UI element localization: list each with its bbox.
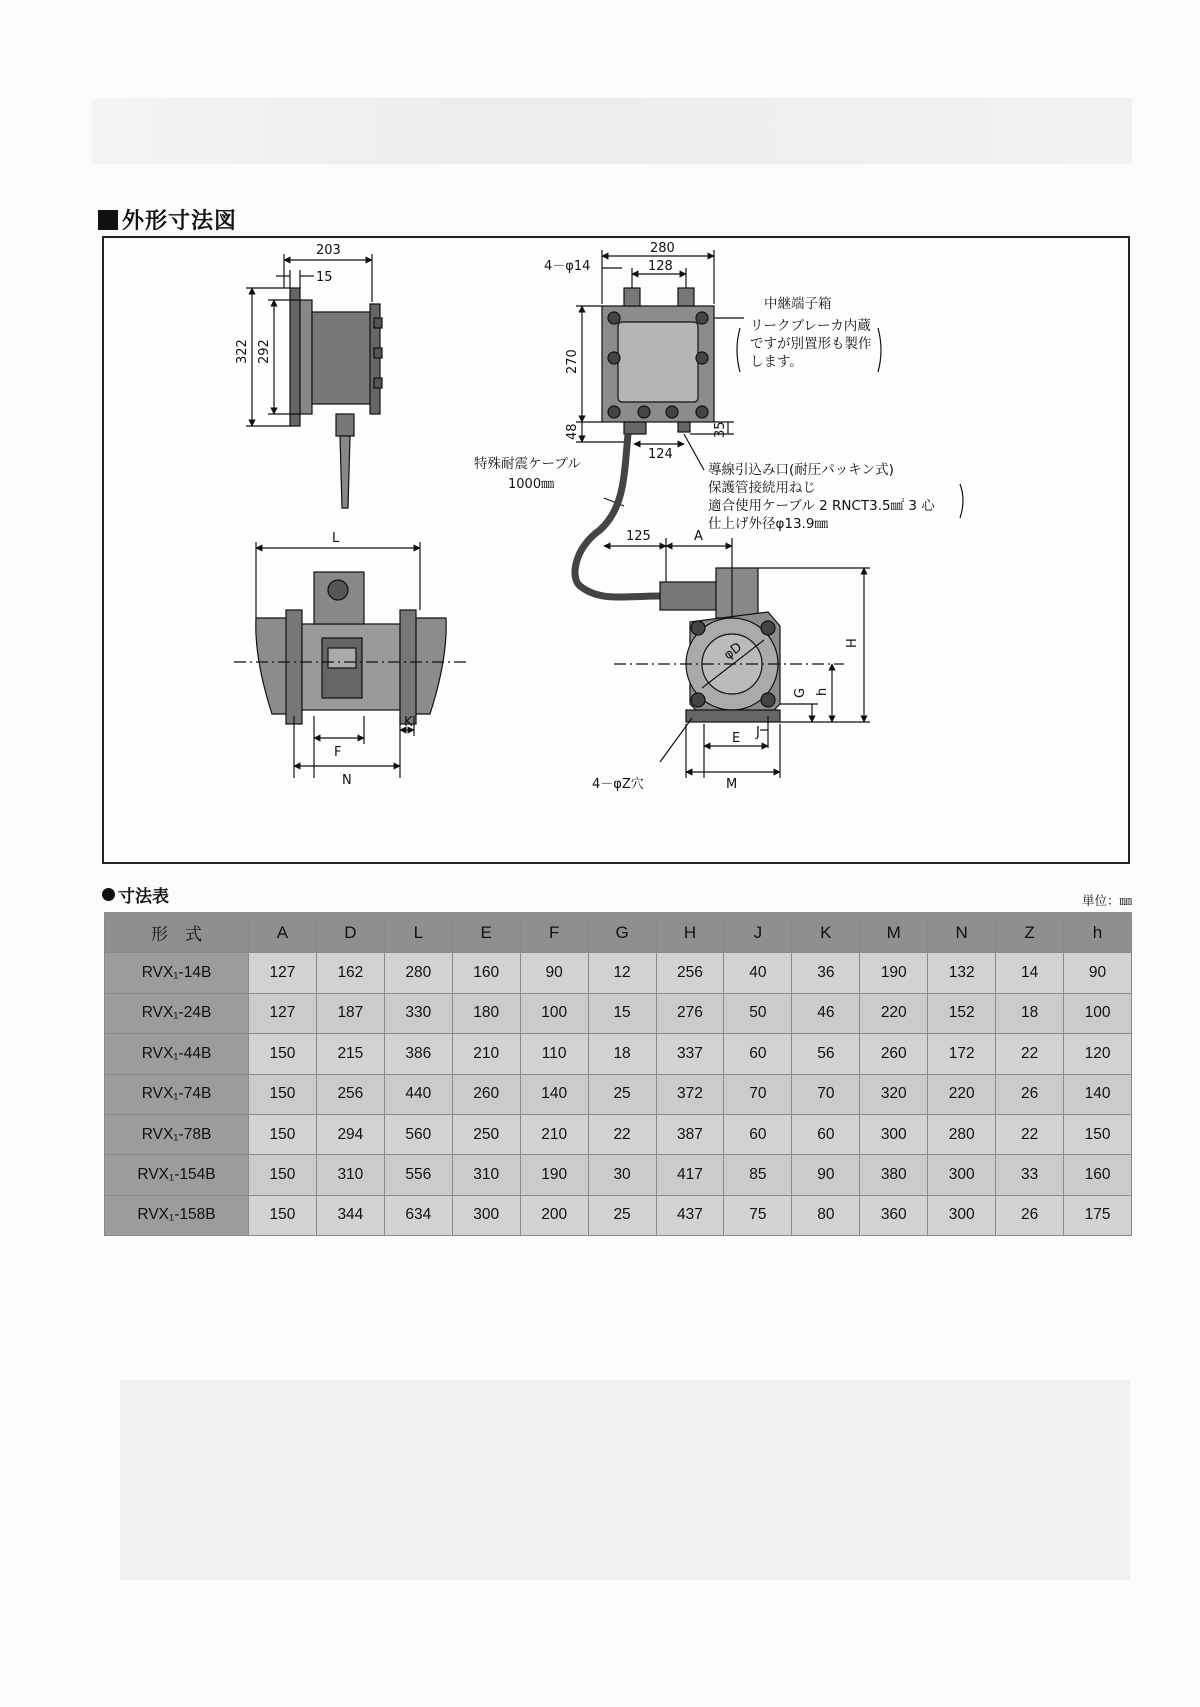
cell-H: 256 — [656, 953, 724, 993]
cell-H: 372 — [656, 1074, 724, 1114]
cell-D: 215 — [316, 1034, 384, 1074]
model-cell: RVX₁-44B — [105, 1034, 249, 1074]
cell-Z: 22 — [996, 1034, 1064, 1074]
cell-A: 127 — [249, 953, 317, 993]
header-E: E — [452, 913, 520, 953]
cell-F: 200 — [520, 1195, 588, 1235]
cell-D: 256 — [316, 1074, 384, 1114]
cell-H: 276 — [656, 993, 724, 1033]
dim-D-label: φD — [721, 639, 746, 664]
cable-label: 特殊耐震ケーブル — [474, 456, 581, 472]
cell-E: 250 — [452, 1114, 520, 1154]
dimension-drawing-frame — [102, 236, 1130, 864]
cell-M: 320 — [860, 1074, 928, 1114]
table-row — [105, 1034, 1132, 1074]
cell-L: 330 — [384, 993, 452, 1033]
header-K: K — [792, 913, 860, 953]
cell-K: 56 — [792, 1034, 860, 1074]
dim-A-label: A — [694, 529, 703, 544]
cell-N: 132 — [928, 953, 996, 993]
cell-Z: 14 — [996, 953, 1064, 993]
table-title-text: 寸法表 — [118, 887, 169, 907]
model-cell: RVX₁-24B — [105, 993, 249, 1033]
cell-J: 70 — [724, 1074, 792, 1114]
cell-A: 150 — [249, 1074, 317, 1114]
header-H: H — [656, 913, 724, 953]
dim-128-label: 128 — [648, 259, 673, 274]
header-G: G — [588, 913, 656, 953]
bleed-through-block — [120, 1380, 1130, 1580]
header-A: A — [249, 913, 317, 953]
cell-G: 12 — [588, 953, 656, 993]
header-N: N — [928, 913, 996, 953]
cell-Z: 26 — [996, 1195, 1064, 1235]
dim-K-label: K — [404, 715, 413, 730]
cell-Z: 26 — [996, 1074, 1064, 1114]
cell-M: 220 — [860, 993, 928, 1033]
table-row — [105, 1195, 1132, 1235]
cell-L: 280 — [384, 953, 452, 993]
cell-F: 110 — [520, 1034, 588, 1074]
header-h: h — [1064, 913, 1132, 953]
cell-L: 440 — [384, 1074, 452, 1114]
header-D: D — [316, 913, 384, 953]
cell-G: 15 — [588, 993, 656, 1033]
cell-D: 344 — [316, 1195, 384, 1235]
header-L: L — [384, 913, 452, 953]
cell-F: 190 — [520, 1155, 588, 1195]
header-M: M — [860, 913, 928, 953]
front-view — [234, 542, 470, 778]
dim-15-label: 15 — [316, 270, 333, 285]
cell-F: 140 — [520, 1074, 588, 1114]
cell-D: 294 — [316, 1114, 384, 1154]
cell-K: 46 — [792, 993, 860, 1033]
cell-M: 380 — [860, 1155, 928, 1195]
cell-N: 300 — [928, 1155, 996, 1195]
cell-h: 100 — [1064, 993, 1132, 1033]
cell-G: 22 — [588, 1114, 656, 1154]
cell-D: 187 — [316, 993, 384, 1033]
lead-note-line-1: 導線引込み口(耐圧パッキン式) — [708, 462, 894, 478]
cell-E: 300 — [452, 1195, 520, 1235]
table-row — [105, 1074, 1132, 1114]
cable-length-label: 1000㎜ — [508, 477, 555, 492]
cell-G: 18 — [588, 1034, 656, 1074]
cell-K: 90 — [792, 1155, 860, 1195]
cell-h: 90 — [1064, 953, 1132, 993]
cell-K: 36 — [792, 953, 860, 993]
cell-Z: 18 — [996, 993, 1064, 1033]
cell-M: 300 — [860, 1114, 928, 1154]
dim-M-label: M — [726, 777, 738, 792]
dim-203-label: 203 — [316, 243, 341, 258]
cell-L: 556 — [384, 1155, 452, 1195]
cell-J: 85 — [724, 1155, 792, 1195]
dim-125-label: 125 — [626, 529, 651, 544]
cell-J: 75 — [724, 1195, 792, 1235]
header-model: 形 式 — [105, 913, 249, 953]
cell-J: 60 — [724, 1114, 792, 1154]
cell-D: 162 — [316, 953, 384, 993]
cell-A: 150 — [249, 1195, 317, 1235]
lead-note-line-3: 適合使用ケーブル 2 RNCT3.5㎟ 3 心 — [708, 498, 935, 514]
cell-D: 310 — [316, 1155, 384, 1195]
cell-F: 90 — [520, 953, 588, 993]
lead-note-line-2: 保護管接続用ねじ — [708, 480, 816, 496]
table-row — [105, 1155, 1132, 1195]
dim-Z-label: 4－φZ穴 — [592, 777, 644, 792]
dim-48-label: 48 — [565, 423, 580, 440]
cell-J: 40 — [724, 953, 792, 993]
table-heading — [102, 882, 169, 907]
header-J: J — [724, 913, 792, 953]
box-note-line-1: リークブレーカ内蔵 — [750, 318, 871, 334]
cell-Z: 33 — [996, 1155, 1064, 1195]
model-cell: RVX₁-14B — [105, 953, 249, 993]
dim-J-label: J — [756, 725, 760, 740]
dimension-table — [104, 912, 1132, 1236]
model-cell: RVX₁-158B — [105, 1195, 249, 1235]
dim-F-label: F — [334, 745, 342, 760]
cell-J: 60 — [724, 1034, 792, 1074]
cell-F: 210 — [520, 1114, 588, 1154]
box-note-line-2: ですが別置形も製作 — [750, 336, 872, 352]
cell-N: 280 — [928, 1114, 996, 1154]
cell-M: 360 — [860, 1195, 928, 1235]
holes-label: 4－φ14 — [544, 259, 591, 274]
dim-G-label: G — [793, 687, 808, 698]
cell-L: 634 — [384, 1195, 452, 1235]
cell-N: 220 — [928, 1074, 996, 1114]
cell-A: 150 — [249, 1114, 317, 1154]
cell-N: 152 — [928, 993, 996, 1033]
cell-K: 70 — [792, 1074, 860, 1114]
cell-E: 210 — [452, 1034, 520, 1074]
cell-K: 80 — [792, 1195, 860, 1235]
cell-Z: 22 — [996, 1114, 1064, 1154]
unit-note: 単位：㎜ — [1081, 893, 1132, 908]
bleed-through-banner — [92, 98, 1132, 164]
terminal-box-label: 中継端子箱 — [764, 296, 832, 312]
dim-292-label: 292 — [257, 339, 272, 364]
cell-J: 50 — [724, 993, 792, 1033]
cell-E: 180 — [452, 993, 520, 1033]
cell-A: 127 — [249, 993, 317, 1033]
cell-h: 150 — [1064, 1114, 1132, 1154]
box-note-line-3: します。 — [750, 354, 803, 370]
cell-M: 190 — [860, 953, 928, 993]
section-title-text: 外形寸法図 — [122, 209, 238, 234]
dimension-drawing — [104, 238, 1132, 866]
side-view — [246, 254, 382, 508]
cell-K: 60 — [792, 1114, 860, 1154]
table-row — [105, 953, 1132, 993]
model-cell: RVX₁-74B — [105, 1074, 249, 1114]
square-bullet-icon — [98, 210, 118, 230]
cell-A: 150 — [249, 1034, 317, 1074]
cell-G: 25 — [588, 1074, 656, 1114]
cell-L: 560 — [384, 1114, 452, 1154]
dim-H-label: H — [845, 638, 860, 648]
dim-280-label: 280 — [650, 241, 675, 256]
cell-E: 310 — [452, 1155, 520, 1195]
dim-h-label: h — [815, 687, 830, 696]
model-cell: RVX₁-154B — [105, 1155, 249, 1195]
lead-note-line-4: 仕上げ外径φ13.9㎜ — [708, 516, 828, 532]
cell-H: 387 — [656, 1114, 724, 1154]
cell-M: 260 — [860, 1034, 928, 1074]
dim-L-label: L — [332, 531, 340, 546]
cell-h: 160 — [1064, 1155, 1132, 1195]
cell-L: 386 — [384, 1034, 452, 1074]
cell-H: 437 — [656, 1195, 724, 1235]
header-F: F — [520, 913, 588, 953]
cell-h: 120 — [1064, 1034, 1132, 1074]
cell-N: 172 — [928, 1034, 996, 1074]
cell-H: 337 — [656, 1034, 724, 1074]
cell-h: 175 — [1064, 1195, 1132, 1235]
cell-G: 25 — [588, 1195, 656, 1235]
dim-N-label: N — [342, 773, 352, 788]
cell-N: 300 — [928, 1195, 996, 1235]
dim-270-label: 270 — [565, 349, 580, 374]
header-Z: Z — [996, 913, 1064, 953]
cell-G: 30 — [588, 1155, 656, 1195]
dim-35-label: 35 — [713, 421, 728, 438]
cell-F: 100 — [520, 993, 588, 1033]
table-row — [105, 993, 1132, 1033]
model-cell: RVX₁-78B — [105, 1114, 249, 1154]
dot-bullet-icon — [102, 888, 115, 901]
table-row — [105, 1114, 1132, 1154]
section-heading — [98, 204, 237, 235]
cell-E: 160 — [452, 953, 520, 993]
table-header-row — [105, 913, 1132, 953]
dim-322-label: 322 — [235, 339, 250, 364]
cell-h: 140 — [1064, 1074, 1132, 1114]
cell-A: 150 — [249, 1155, 317, 1195]
dim-124-label: 124 — [648, 447, 673, 462]
cell-H: 417 — [656, 1155, 724, 1195]
dim-E-label: E — [732, 731, 741, 746]
cell-E: 260 — [452, 1074, 520, 1114]
